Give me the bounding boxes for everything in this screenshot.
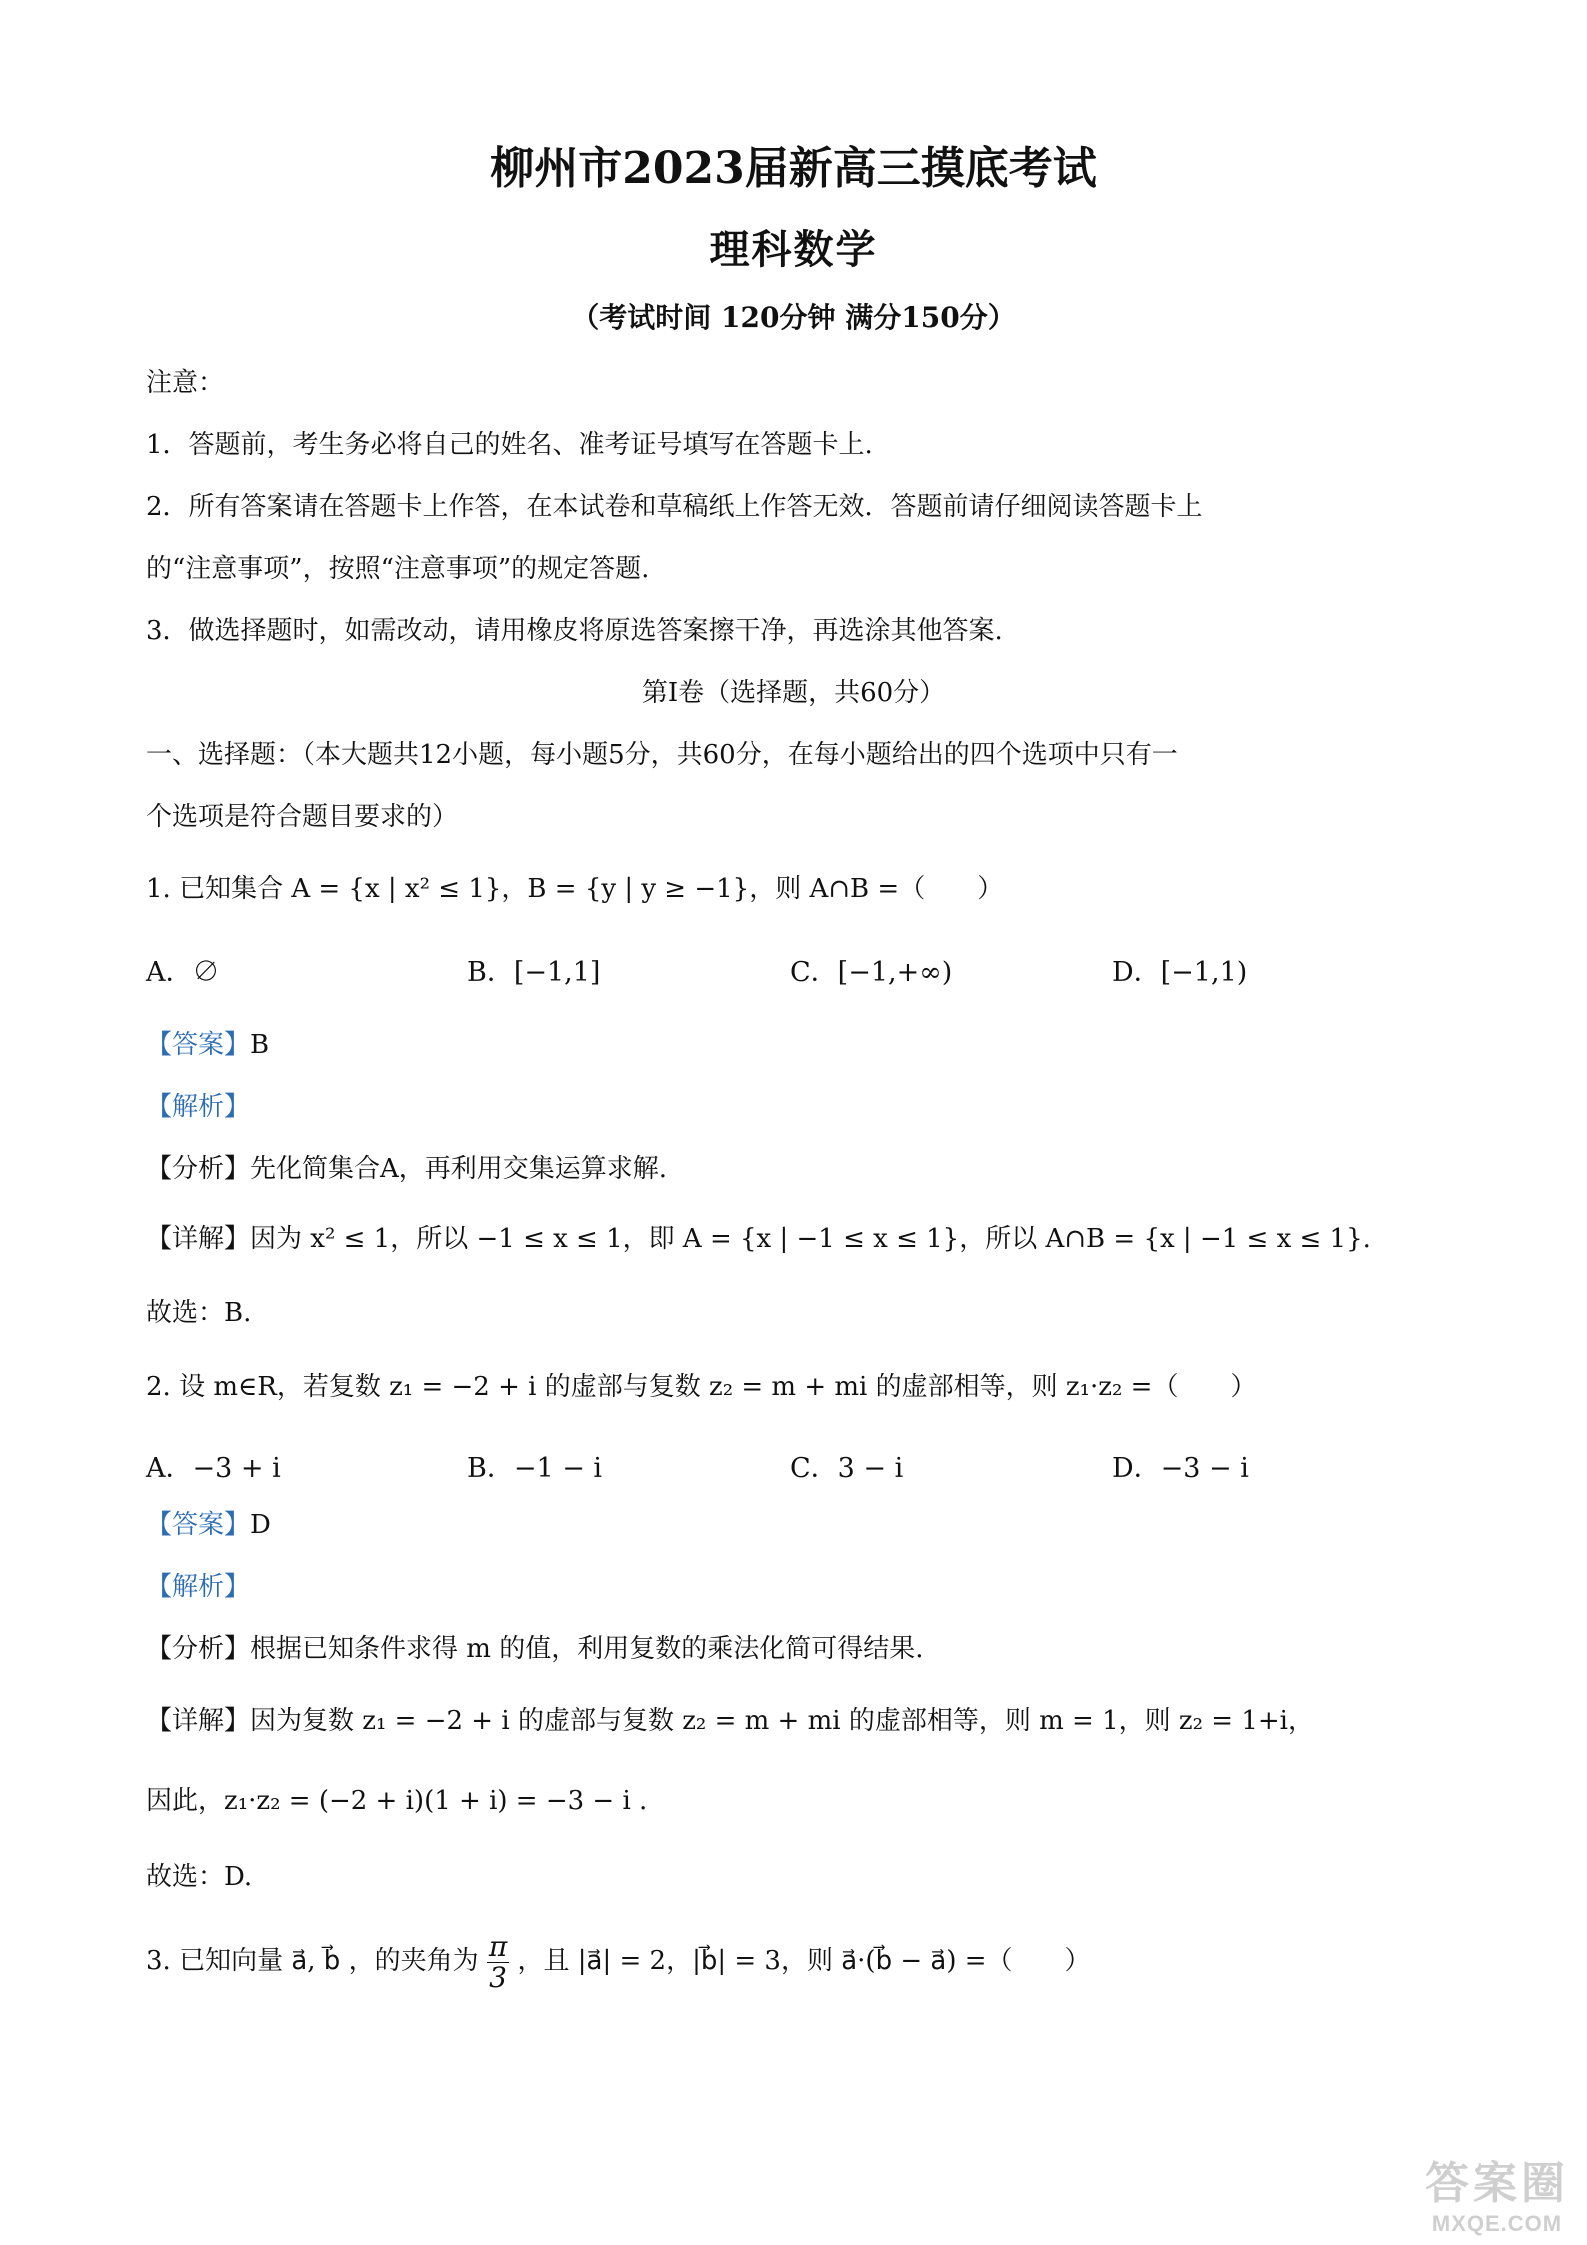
q1-stem: 1. 已知集合 A = {x | x² ≤ 1}，B = {y | y ≥ −1}，则 A∩B =（ ） <box>146 874 1004 904</box>
q1-choice: 故选：B. <box>146 1298 252 1328</box>
answer-value: B <box>250 1030 270 1060</box>
q2-option-a: A．−3 + i <box>146 1453 281 1484</box>
watermark-bottom: MXQE.COM <box>1431 2211 1563 2236</box>
notice-item-2-cont: 的“注意事项”，按照“注意事项”的规定答题. <box>146 554 650 584</box>
section-instruction-2: 个选项是符合题目要求的） <box>146 802 459 832</box>
q1-option-d: D．[−1,1) <box>1112 957 1248 988</box>
q3-stem-b: ，且 |a⃗| = 2，|b⃗| = 3，则 a⃗·(b⃗ − a⃗) =（ ） <box>517 1946 1091 1976</box>
answer-tag: 【答案】 <box>146 1510 251 1540</box>
subject-title: 理科数学 <box>709 226 878 273</box>
notice-item-2: 2．所有答案请在答题卡上作答，在本试卷和草稿纸上作答无效．答题前请仔细阅读答题卡上 <box>146 492 1203 522</box>
section-title: 第I卷（选择题，共60分） <box>641 678 946 708</box>
q1-analysis-tag: 【解析】 <box>146 1092 251 1122</box>
q1-option-c: C．[−1,+∞) <box>790 957 953 988</box>
q2-stem: 2. 设 m∈R，若复数 z₁ = −2 + i 的虚部与复数 z₂ = m + mi 的虚部相等，则 z₁·z₂ =（ ） <box>146 1372 1257 1402</box>
watermark-top: 答案圈 <box>1425 2159 1569 2208</box>
answer-tag: 【答案】 <box>146 1030 251 1060</box>
exam-info: （考试时间 120分钟 满分150分） <box>571 301 1016 334</box>
q1-option-a: A．∅ <box>146 957 220 988</box>
q2-option-b: B．−1 − i <box>467 1453 603 1484</box>
xiangjie-text: 因为 x² ≤ 1，所以 −1 ≤ x ≤ 1，即 A = {x | −1 ≤ x ≤ 1}，所以 A∩B = {x | −1 ≤ x ≤ 1}. <box>250 1224 1371 1254</box>
fraction-denominator: 3 <box>489 1960 507 1994</box>
q2-xiangjie-cont: 因此，z₁·z₂ = (−2 + i)(1 + i) = −3 − i . <box>146 1786 648 1816</box>
q2-fenxi <box>146 1632 923 1666</box>
fenxi-tag: 【分析】 <box>146 1154 251 1184</box>
pi-over-3-fraction <box>487 1929 509 1994</box>
notice-heading: 注意： <box>146 368 225 398</box>
fenxi-text: 先化简集合A，再利用交集运算求解. <box>250 1154 668 1184</box>
q1-xiangjie <box>146 1222 1371 1256</box>
xiangjie-text: 因为复数 z₁ = −2 + i 的虚部与复数 z₂ = m + mi 的虚部相等，则 m = 1，则 z₂ = 1+i， <box>250 1706 1314 1736</box>
fenxi-text: 根据已知条件求得 m 的值，利用复数的乘法化简可得结果. <box>250 1634 924 1664</box>
answer-value: D <box>250 1510 271 1540</box>
q2-analysis-tag: 【解析】 <box>146 1572 251 1602</box>
q2-answer <box>146 1508 271 1542</box>
q2-option-c: C．3 − i <box>790 1453 904 1484</box>
q1-answer <box>146 1028 269 1062</box>
section-instruction-1: 一、选择题：（本大题共12小题，每小题5分，共60分，在每小题给出的四个选项中只有一 <box>146 740 1178 770</box>
q3-stem-a: 3. 已知向量 a⃗, b⃗ ，的夹角为 <box>146 1946 479 1976</box>
q2-xiangjie <box>146 1704 1314 1738</box>
exam-title: 柳州市2023届新高三摸底考试 <box>490 143 1097 194</box>
xiangjie-tag: 【详解】 <box>146 1706 251 1736</box>
q2-option-d: D．−3 − i <box>1112 1453 1249 1484</box>
notice-item-3: 3．做选择题时，如需改动，请用橡皮将原选答案擦干净，再选涂其他答案. <box>146 616 1003 646</box>
q2-choice: 故选：D. <box>146 1862 253 1892</box>
q1-fenxi <box>146 1152 667 1186</box>
q1-option-b: B．[−1,1] <box>467 957 601 988</box>
watermark-logo <box>1425 2147 1569 2237</box>
fenxi-tag: 【分析】 <box>146 1634 251 1664</box>
fraction-numerator: π <box>488 1929 508 1963</box>
q3-stem <box>146 1926 1091 1996</box>
notice-item-1: 1．答题前，考生务必将自己的姓名、准考证号填写在答题卡上. <box>146 430 873 460</box>
xiangjie-tag: 【详解】 <box>146 1224 251 1254</box>
